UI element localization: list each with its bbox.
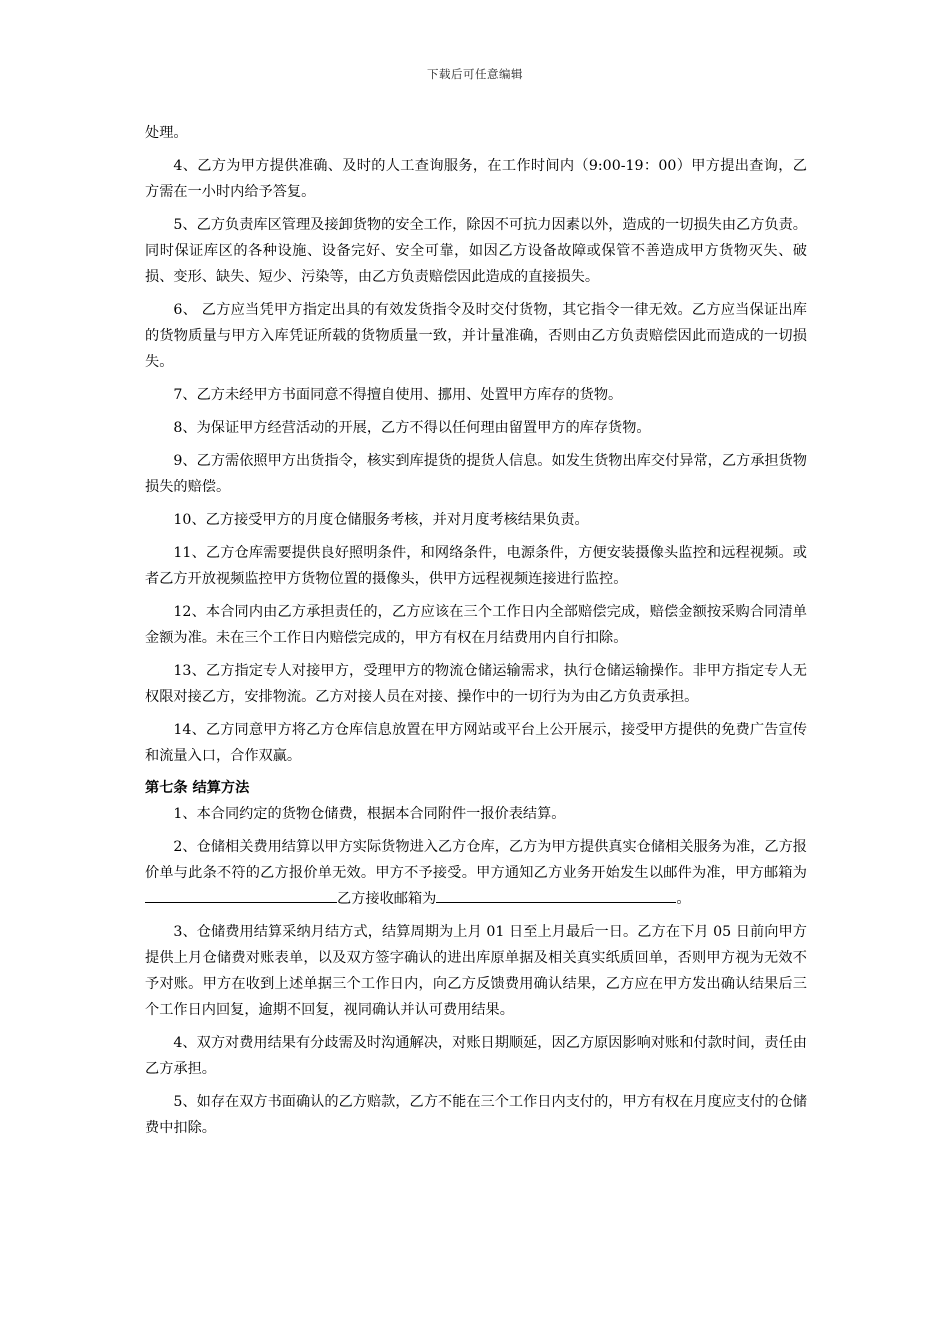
- settlement-clause-2: [145, 834, 807, 912]
- clause-8: 8、为保证甲方经营活动的开展，乙方不得以任何理由留置甲方的库存货物。: [173, 420, 651, 436]
- clause-6: 6、 乙方应当凭甲方指定出具的有效发货指令及时交付货物，其它指令一律无效。乙方应当保证出库的货物质量与甲方入库凭证所载的货物质量一致，并计量准确，否则由乙方负责赔偿因此而造成的一切损失。: [145, 302, 807, 370]
- clause-9: 9、乙方需依照甲方出货指令，核实到库提货的提货人信息。如发生货物出库交付异常，乙方承担货物损失的赔偿。: [145, 453, 807, 495]
- clause-11: 11、乙方仓库需要提供良好照明条件，和网络条件，电源条件，方便安装摄像头监控和远程视频。或者乙方开放视频监控甲方货物位置的摄像头，供甲方远程视频连接进行监控。: [145, 545, 807, 587]
- page-header: 下载后可任意编辑: [427, 67, 523, 81]
- party-b-email-label: 乙方接收邮箱为: [337, 891, 437, 907]
- paragraph-continuation: 处理。: [145, 125, 188, 141]
- clause-10: 10、乙方接受甲方的月度仓储服务考核，并对月度考核结果负责。: [173, 512, 589, 528]
- party-b-email-blank-continued[interactable]: [612, 886, 676, 903]
- settlement-clause-5: 5、如存在双方书面确认的乙方赔款，乙方不能在三个工作日内支付的，甲方有权在月度应支付的仓储费中扣除。: [145, 1094, 807, 1136]
- section-heading: 第七条 结算方法: [145, 780, 250, 796]
- document-body: [145, 120, 807, 1141]
- settlement-clause-4: 4、双方对费用结果有分歧需及时沟通解决，对账日期顺延，因乙方原因影响对账和付款时间，责任由乙方承担。: [145, 1035, 807, 1077]
- clause-14: 14、乙方同意甲方将乙方仓库信息放置在甲方网站或平台上公开展示，接受甲方提供的免费广告宣传和流量入口，合作双赢。: [145, 722, 807, 764]
- party-a-email-blank[interactable]: [145, 886, 337, 903]
- settlement-clause-1: 1、本合同约定的货物仓储费，根据本合同附件一报价表结算。: [173, 806, 566, 822]
- clause-4: 4、乙方为甲方提供准确、及时的人工查询服务，在工作时间内（9:00-19：00）甲方提出查询，乙方需在一小时内给予答复。: [145, 158, 807, 200]
- party-b-email-blank[interactable]: [436, 886, 612, 903]
- clause-7: 7、乙方未经甲方书面同意不得擅自使用、挪用、处置甲方库存的货物。: [173, 387, 623, 403]
- settlement-clause-2-text: 2、仓储相关费用结算以甲方实际货物进入乙方仓库，乙方为甲方提供真实仓储相关服务为准，乙方报价单与此条不符的乙方报价单无效。甲方不予接受。甲方通知乙方业务开始发生以邮件为准，甲方邮箱为: [145, 839, 807, 881]
- clause-13: 13、乙方指定专人对接甲方，受理甲方的物流仓储运输需求，执行仓储运输操作。非甲方指定专人无权限对接乙方，安排物流。乙方对接人员在对接、操作中的一切行为为由乙方负责承担。: [145, 663, 807, 705]
- clause-5: 5、乙方负责库区管理及接卸货物的安全工作，除因不可抗力因素以外，造成的一切损失由乙方负责。同时保证库区的各种设施、设备完好、安全可靠，如因乙方设备故障或保管不善造成甲方货物灭失、破损、变形、缺失、短少、污染等，由乙方负责赔偿因此造成的直接损失。: [145, 217, 807, 285]
- settlement-clause-3: 3、仓储费用结算采纳月结方式，结算周期为上月 01 日至上月最后一日。乙方在下月 05 日前向甲方提供上月仓储费对账表单，以及双方签字确认的进出库原单据及相关真实纸质回单，否则甲方视为无效不予对账。甲方在收到上述单据三个工作日内，向乙方反馈费用确认结果，乙方应在甲方发出确认结果后三个工作日内回复，逾期不回复，视同确认并认可费用结果。: [145, 924, 807, 1018]
- clause-12: 12、本合同内由乙方承担责任的，乙方应该在三个工作日内全部赔偿完成，赔偿金额按采购合同清单金额为准。未在三个工作日内赔偿完成的，甲方有权在月结费用内自行扣除。: [145, 604, 807, 646]
- settlement-clause-2-end: 。: [676, 891, 691, 907]
